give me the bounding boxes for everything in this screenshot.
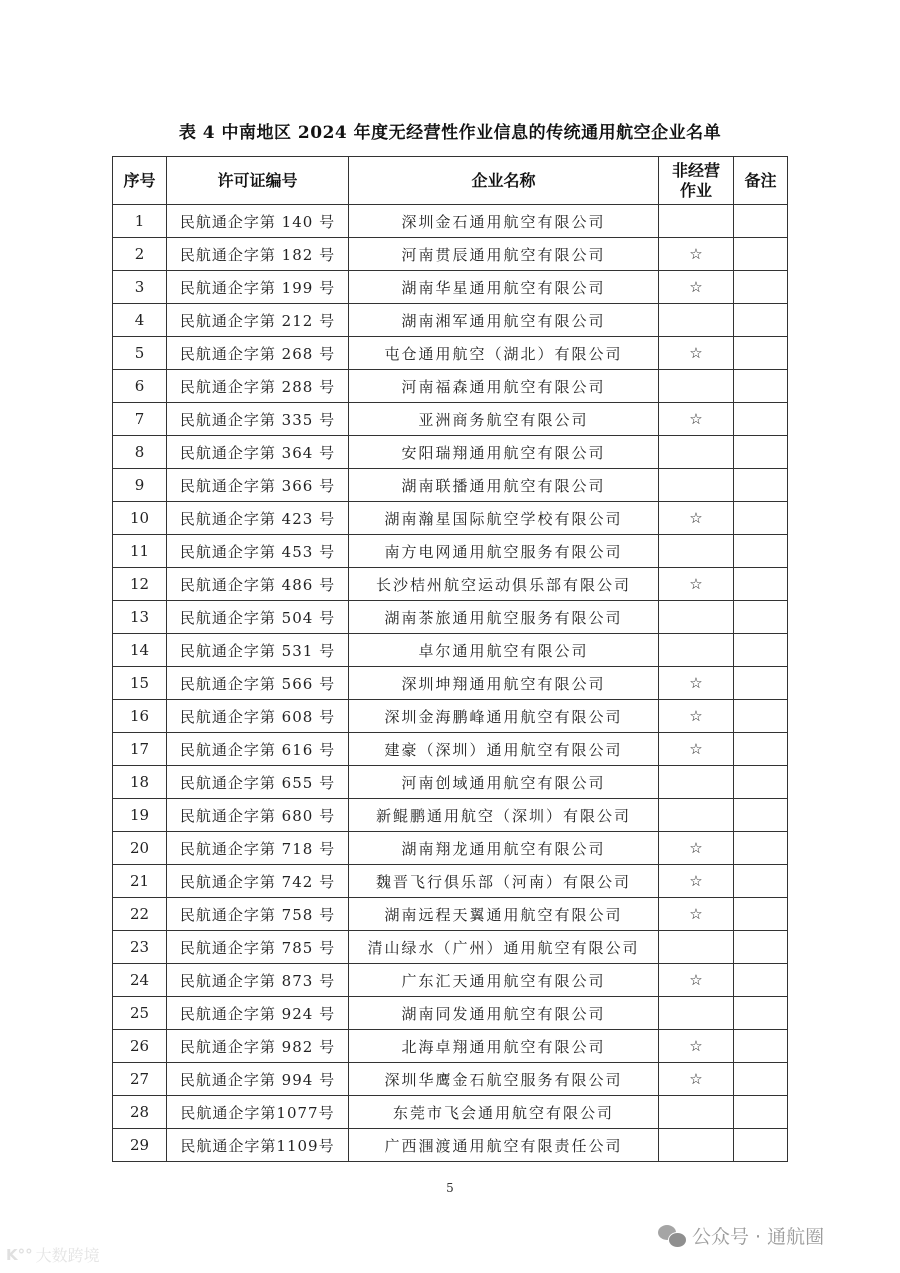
- kuo-logo-icon: K°°: [6, 1245, 33, 1264]
- cell-license: 民航通企字第 366 号: [167, 469, 349, 502]
- cell-remarks: [734, 502, 788, 535]
- cell-remarks: [734, 370, 788, 403]
- cell-license: 民航通企字第 288 号: [167, 370, 349, 403]
- star-icon: ☆: [659, 700, 734, 733]
- cell-seq: 14: [113, 634, 167, 667]
- cell-company: 建豪（深圳）通用航空有限公司: [349, 733, 659, 766]
- table-row: [113, 370, 788, 403]
- cell-license: 民航通企字第 486 号: [167, 568, 349, 601]
- cell-company: 安阳瑞翔通用航空有限公司: [349, 436, 659, 469]
- cell-seq: 15: [113, 667, 167, 700]
- cell-seq: 13: [113, 601, 167, 634]
- header-non-commercial-line1: 非经营: [671, 160, 720, 180]
- cell-license: 民航通企字第 994 号: [167, 1063, 349, 1096]
- cell-license: 民航通企字第1077号: [167, 1096, 349, 1129]
- cell-seq: 3: [113, 271, 167, 304]
- cell-seq: 16: [113, 700, 167, 733]
- cell-remarks: [734, 1030, 788, 1063]
- cell-remarks: [734, 898, 788, 931]
- cell-seq: 24: [113, 964, 167, 997]
- cell-remarks: [734, 1096, 788, 1129]
- cell-company: 南方电网通用航空服务有限公司: [349, 535, 659, 568]
- cell-seq: 6: [113, 370, 167, 403]
- cell-non-commercial: [659, 766, 734, 799]
- cell-license: 民航通企字第 680 号: [167, 799, 349, 832]
- cell-remarks: [734, 931, 788, 964]
- cell-seq: 10: [113, 502, 167, 535]
- cell-non-commercial: [659, 1129, 734, 1162]
- cell-license: 民航通企字第 982 号: [167, 1030, 349, 1063]
- cell-license: 民航通企字第 785 号: [167, 931, 349, 964]
- wechat-watermark: [658, 1222, 824, 1249]
- cell-seq: 4: [113, 304, 167, 337]
- wechat-icon: [658, 1225, 686, 1247]
- cell-seq: 25: [113, 997, 167, 1030]
- table-row: [113, 832, 788, 865]
- cell-license: 民航通企字第 608 号: [167, 700, 349, 733]
- table-row: [113, 271, 788, 304]
- cell-company: 北海卓翔通用航空有限公司: [349, 1030, 659, 1063]
- cell-seq: 5: [113, 337, 167, 370]
- table-row: [113, 568, 788, 601]
- cell-license: 民航通企字第 453 号: [167, 535, 349, 568]
- cell-license: 民航通企字第 566 号: [167, 667, 349, 700]
- cell-remarks: [734, 667, 788, 700]
- cell-seq: 2: [113, 238, 167, 271]
- cell-non-commercial: [659, 469, 734, 502]
- cell-remarks: [734, 601, 788, 634]
- table-body: [113, 205, 788, 1162]
- cell-company: 深圳金石通用航空有限公司: [349, 205, 659, 238]
- cell-seq: 26: [113, 1030, 167, 1063]
- cell-license: 民航通企字第 212 号: [167, 304, 349, 337]
- cell-license: 民航通企字第 182 号: [167, 238, 349, 271]
- cell-company: 亚洲商务航空有限公司: [349, 403, 659, 436]
- table-row: [113, 205, 788, 238]
- cell-company: 河南福森通用航空有限公司: [349, 370, 659, 403]
- cell-non-commercial: [659, 205, 734, 238]
- cell-company: 清山绿水（广州）通用航空有限公司: [349, 931, 659, 964]
- cell-seq: 17: [113, 733, 167, 766]
- cell-remarks: [734, 700, 788, 733]
- cell-remarks: [734, 436, 788, 469]
- cell-remarks: [734, 634, 788, 667]
- table-row: [113, 535, 788, 568]
- table-row: [113, 964, 788, 997]
- star-icon: ☆: [659, 502, 734, 535]
- star-icon: ☆: [659, 271, 734, 304]
- table-row: [113, 766, 788, 799]
- cell-seq: 20: [113, 832, 167, 865]
- cell-remarks: [734, 205, 788, 238]
- cell-company: 深圳坤翔通用航空有限公司: [349, 667, 659, 700]
- star-icon: ☆: [659, 964, 734, 997]
- cell-non-commercial: [659, 997, 734, 1030]
- table-row: [113, 931, 788, 964]
- cell-remarks: [734, 964, 788, 997]
- cell-license: 民航通企字第 758 号: [167, 898, 349, 931]
- cell-non-commercial: [659, 436, 734, 469]
- cell-seq: 29: [113, 1129, 167, 1162]
- cell-company: 深圳金海鹏峰通用航空有限公司: [349, 700, 659, 733]
- star-icon: ☆: [659, 403, 734, 436]
- cell-non-commercial: [659, 634, 734, 667]
- cell-company: 湖南同发通用航空有限公司: [349, 997, 659, 1030]
- table-row: [113, 733, 788, 766]
- cell-remarks: [734, 832, 788, 865]
- cell-company: 魏晋飞行俱乐部（河南）有限公司: [349, 865, 659, 898]
- header-seq: 序号: [113, 157, 167, 205]
- cell-remarks: [734, 568, 788, 601]
- cell-seq: 23: [113, 931, 167, 964]
- table-row: [113, 304, 788, 337]
- cell-company: 新鲲鹏通用航空（深圳）有限公司: [349, 799, 659, 832]
- cell-remarks: [734, 1063, 788, 1096]
- cell-company: 深圳华鹰金石航空服务有限公司: [349, 1063, 659, 1096]
- cell-seq: 28: [113, 1096, 167, 1129]
- cell-seq: 8: [113, 436, 167, 469]
- table-row: [113, 1129, 788, 1162]
- cell-license: 民航通企字第 423 号: [167, 502, 349, 535]
- table-row: [113, 865, 788, 898]
- cell-license: 民航通企字第 655 号: [167, 766, 349, 799]
- table-row: [113, 403, 788, 436]
- wechat-watermark-text: 公众号 · 通航圈: [692, 1226, 825, 1248]
- cell-company: 卓尔通用航空有限公司: [349, 634, 659, 667]
- cell-remarks: [734, 271, 788, 304]
- cell-seq: 9: [113, 469, 167, 502]
- cell-license: 民航通企字第 268 号: [167, 337, 349, 370]
- cell-company: 湖南华星通用航空有限公司: [349, 271, 659, 304]
- cell-remarks: [734, 403, 788, 436]
- cell-seq: 7: [113, 403, 167, 436]
- table-row: [113, 436, 788, 469]
- cell-seq: 22: [113, 898, 167, 931]
- cell-company: 屯仓通用航空（湖北）有限公司: [349, 337, 659, 370]
- cell-remarks: [734, 469, 788, 502]
- header-license: 许可证编号: [167, 157, 349, 205]
- star-icon: ☆: [659, 337, 734, 370]
- cell-license: 民航通企字第 504 号: [167, 601, 349, 634]
- cell-company: 湖南瀚星国际航空学校有限公司: [349, 502, 659, 535]
- cell-company: 湖南联播通用航空有限公司: [349, 469, 659, 502]
- kuo-watermark-text: 大数跨境: [35, 1246, 100, 1265]
- cell-remarks: [734, 733, 788, 766]
- table-row: [113, 898, 788, 931]
- star-icon: ☆: [659, 1030, 734, 1063]
- header-remarks: 备注: [734, 157, 788, 205]
- table-row: [113, 1063, 788, 1096]
- cell-remarks: [734, 766, 788, 799]
- table-row: [113, 799, 788, 832]
- cell-license: 民航通企字第1109号: [167, 1129, 349, 1162]
- cell-license: 民航通企字第 616 号: [167, 733, 349, 766]
- table-row: [113, 1030, 788, 1063]
- table-title: 表 4 中南地区 2024 年度无经营性作业信息的传统通用航空企业名单: [178, 123, 722, 143]
- table-row: [113, 502, 788, 535]
- cell-license: 民航通企字第 335 号: [167, 403, 349, 436]
- cell-remarks: [734, 535, 788, 568]
- header-non-commercial-line2: 作业: [679, 180, 712, 200]
- cell-non-commercial: [659, 304, 734, 337]
- table-row: [113, 337, 788, 370]
- cell-license: 民航通企字第 718 号: [167, 832, 349, 865]
- cell-seq: 1: [113, 205, 167, 238]
- table-row: [113, 469, 788, 502]
- cell-license: 民航通企字第 140 号: [167, 205, 349, 238]
- header-non-commercial: [659, 157, 734, 205]
- cell-company: 广西涠渡通用航空有限责任公司: [349, 1129, 659, 1162]
- cell-license: 民航通企字第 364 号: [167, 436, 349, 469]
- cell-non-commercial: [659, 535, 734, 568]
- table-row: [113, 238, 788, 271]
- table-row: [113, 601, 788, 634]
- cell-remarks: [734, 238, 788, 271]
- cell-remarks: [734, 799, 788, 832]
- table-row: [113, 1096, 788, 1129]
- cell-seq: 11: [113, 535, 167, 568]
- cell-remarks: [734, 1129, 788, 1162]
- cell-company: 长沙桔州航空运动俱乐部有限公司: [349, 568, 659, 601]
- kuo-watermark: [6, 1243, 100, 1266]
- star-icon: ☆: [659, 1063, 734, 1096]
- cell-company: 湖南湘军通用航空有限公司: [349, 304, 659, 337]
- cell-remarks: [734, 997, 788, 1030]
- cell-remarks: [734, 304, 788, 337]
- cell-company: 河南贯辰通用航空有限公司: [349, 238, 659, 271]
- table-header-row: [113, 157, 788, 205]
- cell-non-commercial: [659, 1096, 734, 1129]
- star-icon: ☆: [659, 832, 734, 865]
- cell-company: 湖南翔龙通用航空有限公司: [349, 832, 659, 865]
- cell-seq: 27: [113, 1063, 167, 1096]
- cell-company: 湖南远程天翼通用航空有限公司: [349, 898, 659, 931]
- cell-company: 河南创域通用航空有限公司: [349, 766, 659, 799]
- cell-remarks: [734, 865, 788, 898]
- cell-company: 湖南茶旅通用航空服务有限公司: [349, 601, 659, 634]
- cell-license: 民航通企字第 199 号: [167, 271, 349, 304]
- cell-license: 民航通企字第 924 号: [167, 997, 349, 1030]
- star-icon: ☆: [659, 238, 734, 271]
- cell-non-commercial: [659, 799, 734, 832]
- star-icon: ☆: [659, 898, 734, 931]
- table-row: [113, 700, 788, 733]
- cell-license: 民航通企字第 873 号: [167, 964, 349, 997]
- cell-company: 广东汇天通用航空有限公司: [349, 964, 659, 997]
- star-icon: ☆: [659, 667, 734, 700]
- table-row: [113, 634, 788, 667]
- cell-non-commercial: [659, 601, 734, 634]
- cell-non-commercial: [659, 931, 734, 964]
- cell-non-commercial: [659, 370, 734, 403]
- enterprise-table: [112, 156, 788, 1162]
- table-row: [113, 997, 788, 1030]
- star-icon: ☆: [659, 733, 734, 766]
- cell-remarks: [734, 337, 788, 370]
- cell-company: 东莞市飞会通用航空有限公司: [349, 1096, 659, 1129]
- cell-seq: 12: [113, 568, 167, 601]
- table-row: [113, 667, 788, 700]
- star-icon: ☆: [659, 568, 734, 601]
- cell-license: 民航通企字第 531 号: [167, 634, 349, 667]
- cell-seq: 18: [113, 766, 167, 799]
- star-icon: ☆: [659, 865, 734, 898]
- page-number: 5: [446, 1181, 454, 1195]
- cell-license: 民航通企字第 742 号: [167, 865, 349, 898]
- cell-seq: 19: [113, 799, 167, 832]
- header-company: 企业名称: [349, 157, 659, 205]
- cell-seq: 21: [113, 865, 167, 898]
